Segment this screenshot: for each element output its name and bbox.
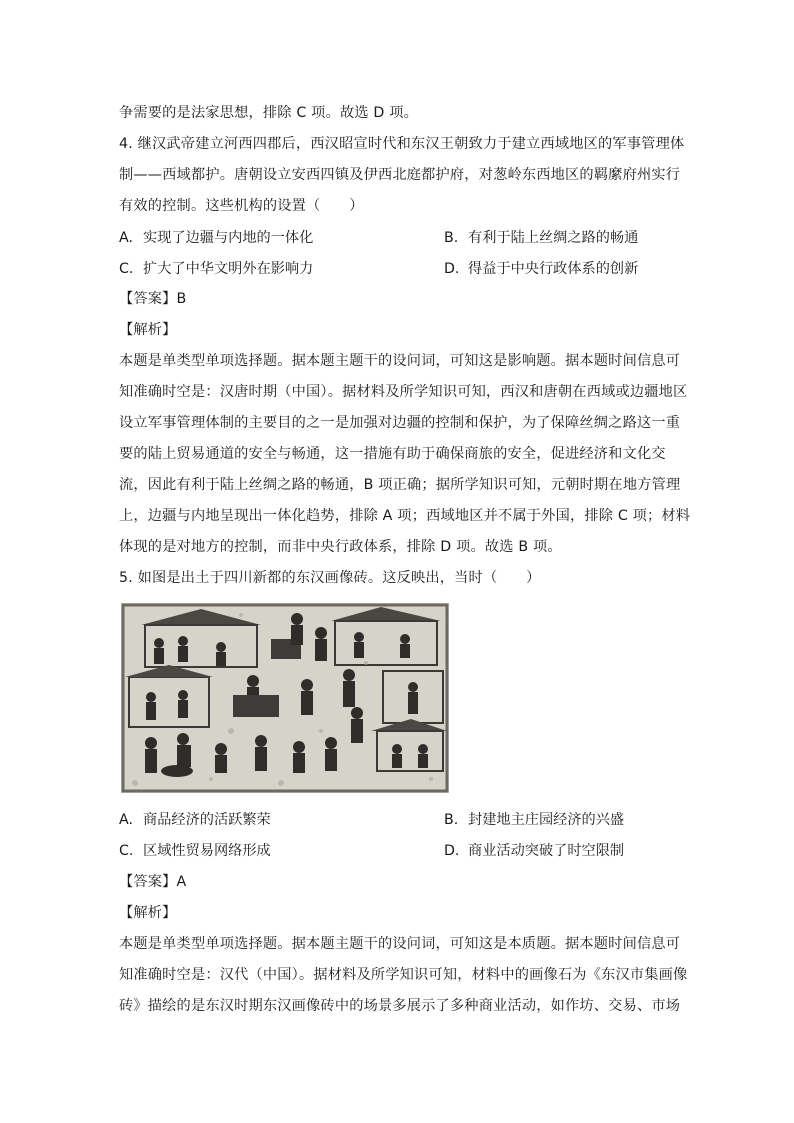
q4-option-d: [444, 259, 638, 279]
q4-analysis-line: 设立军事管理体制的主要目的之一是加强对边疆的控制和保护，为了保障丝绸之路这一重: [119, 415, 681, 431]
q4-analysis-line: 体现的是对地方的控制，而非中央行政体系，排除 D 项。故选 B 项。: [119, 539, 562, 555]
q5-option-a: [119, 810, 271, 830]
q4-analysis-label: 【解析】: [119, 322, 177, 338]
question-4-stem-line: 制——西域都护。唐朝设立安西四镇及伊西北庭都护府，对葱岭东西地区的羁縻府州实行: [119, 167, 681, 183]
q5-analysis-line: 知准确时空是：汉代（中国）。据材料及所学知识可知，材料中的画像石为《东汉市集画像: [119, 967, 688, 983]
q5-analysis-line: 砖》描绘的是东汉时期东汉画像砖中的场景多展示了多种商业活动，如作坊、交易、市场: [119, 998, 681, 1014]
option-text: 有利于陆上丝绸之路的畅通: [468, 230, 639, 246]
q4-analysis-line: 要的陆上贸易通道的安全与畅通，这一措施有助于确保商旅的安全，促进经济和文化交: [119, 446, 666, 462]
option-text: 得益于中央行政体系的创新: [468, 261, 639, 277]
option-key: D.: [444, 843, 460, 859]
q4-analysis-line: 本题是单类型单项选择题。据本题主题干的设问词，可知这是影响题。据本题时间信息可: [119, 353, 681, 369]
q4-option-b: [444, 228, 638, 248]
question-4-stem-line: 有效的控制。这些机构的设置（ ）: [119, 198, 364, 214]
q5-analysis-line: 本题是单类型单项选择题。据本题主题干的设问词，可知这是本质题。据本题时间信息可: [119, 936, 681, 952]
q4-option-a: [119, 228, 313, 248]
option-text: 实现了边疆与内地的一体化: [143, 230, 314, 246]
option-key: B.: [444, 230, 459, 246]
option-key: A.: [119, 230, 133, 246]
option-text: 封建地主庄园经济的兴盛: [468, 812, 625, 828]
q4-analysis-line: 上，边疆与内地呈现出一体化趋势，排除 A 项；西域地区并不属于外国，排除 C 项；材料: [119, 508, 691, 524]
relief-illustration: [121, 603, 449, 793]
option-key: C.: [119, 843, 134, 859]
question-4-stem-line: 4. 继汉武帝建立河西四郡后，西汉昭宣时代和东汉王朝致力于建立西域地区的军事管理体: [119, 136, 685, 152]
q4-analysis-line: 知准确时空是：汉唐时期（中国）。据材料及所学知识可知，西汉和唐朝在西域或边疆地区: [119, 384, 688, 400]
q5-analysis-label: 【解析】: [119, 905, 177, 921]
option-key: C.: [119, 261, 134, 277]
option-key: D.: [444, 261, 460, 277]
han-brick-relief-image: [121, 603, 449, 793]
q4-answer: 【答案】B: [119, 291, 187, 307]
q5-answer: 【答案】A: [119, 874, 187, 890]
q5-option-b: [444, 810, 624, 830]
q4-option-c: [119, 259, 313, 279]
option-text: 商品经济的活跃繁荣: [143, 812, 271, 828]
text-line: 争需要的是法家思想，排除 C 项。故选 D 项。: [119, 105, 419, 121]
option-text: 区域性贸易网络形成: [143, 843, 271, 859]
option-key: B.: [444, 812, 459, 828]
q4-analysis-line: 流，因此有利于陆上丝绸之路的畅通，B 项正确；据所学知识可知，元朝时期在地方管理: [119, 477, 681, 493]
option-key: A.: [119, 812, 133, 828]
option-text: 商业活动突破了时空限制: [468, 843, 625, 859]
option-text: 扩大了中华文明外在影响力: [143, 261, 314, 277]
q5-option-c: [119, 841, 271, 861]
question-5-stem: 5. 如图是出土于四川新都的东汉画像砖。这反映出，当时（ ）: [119, 570, 541, 586]
q5-option-d: [444, 841, 624, 861]
